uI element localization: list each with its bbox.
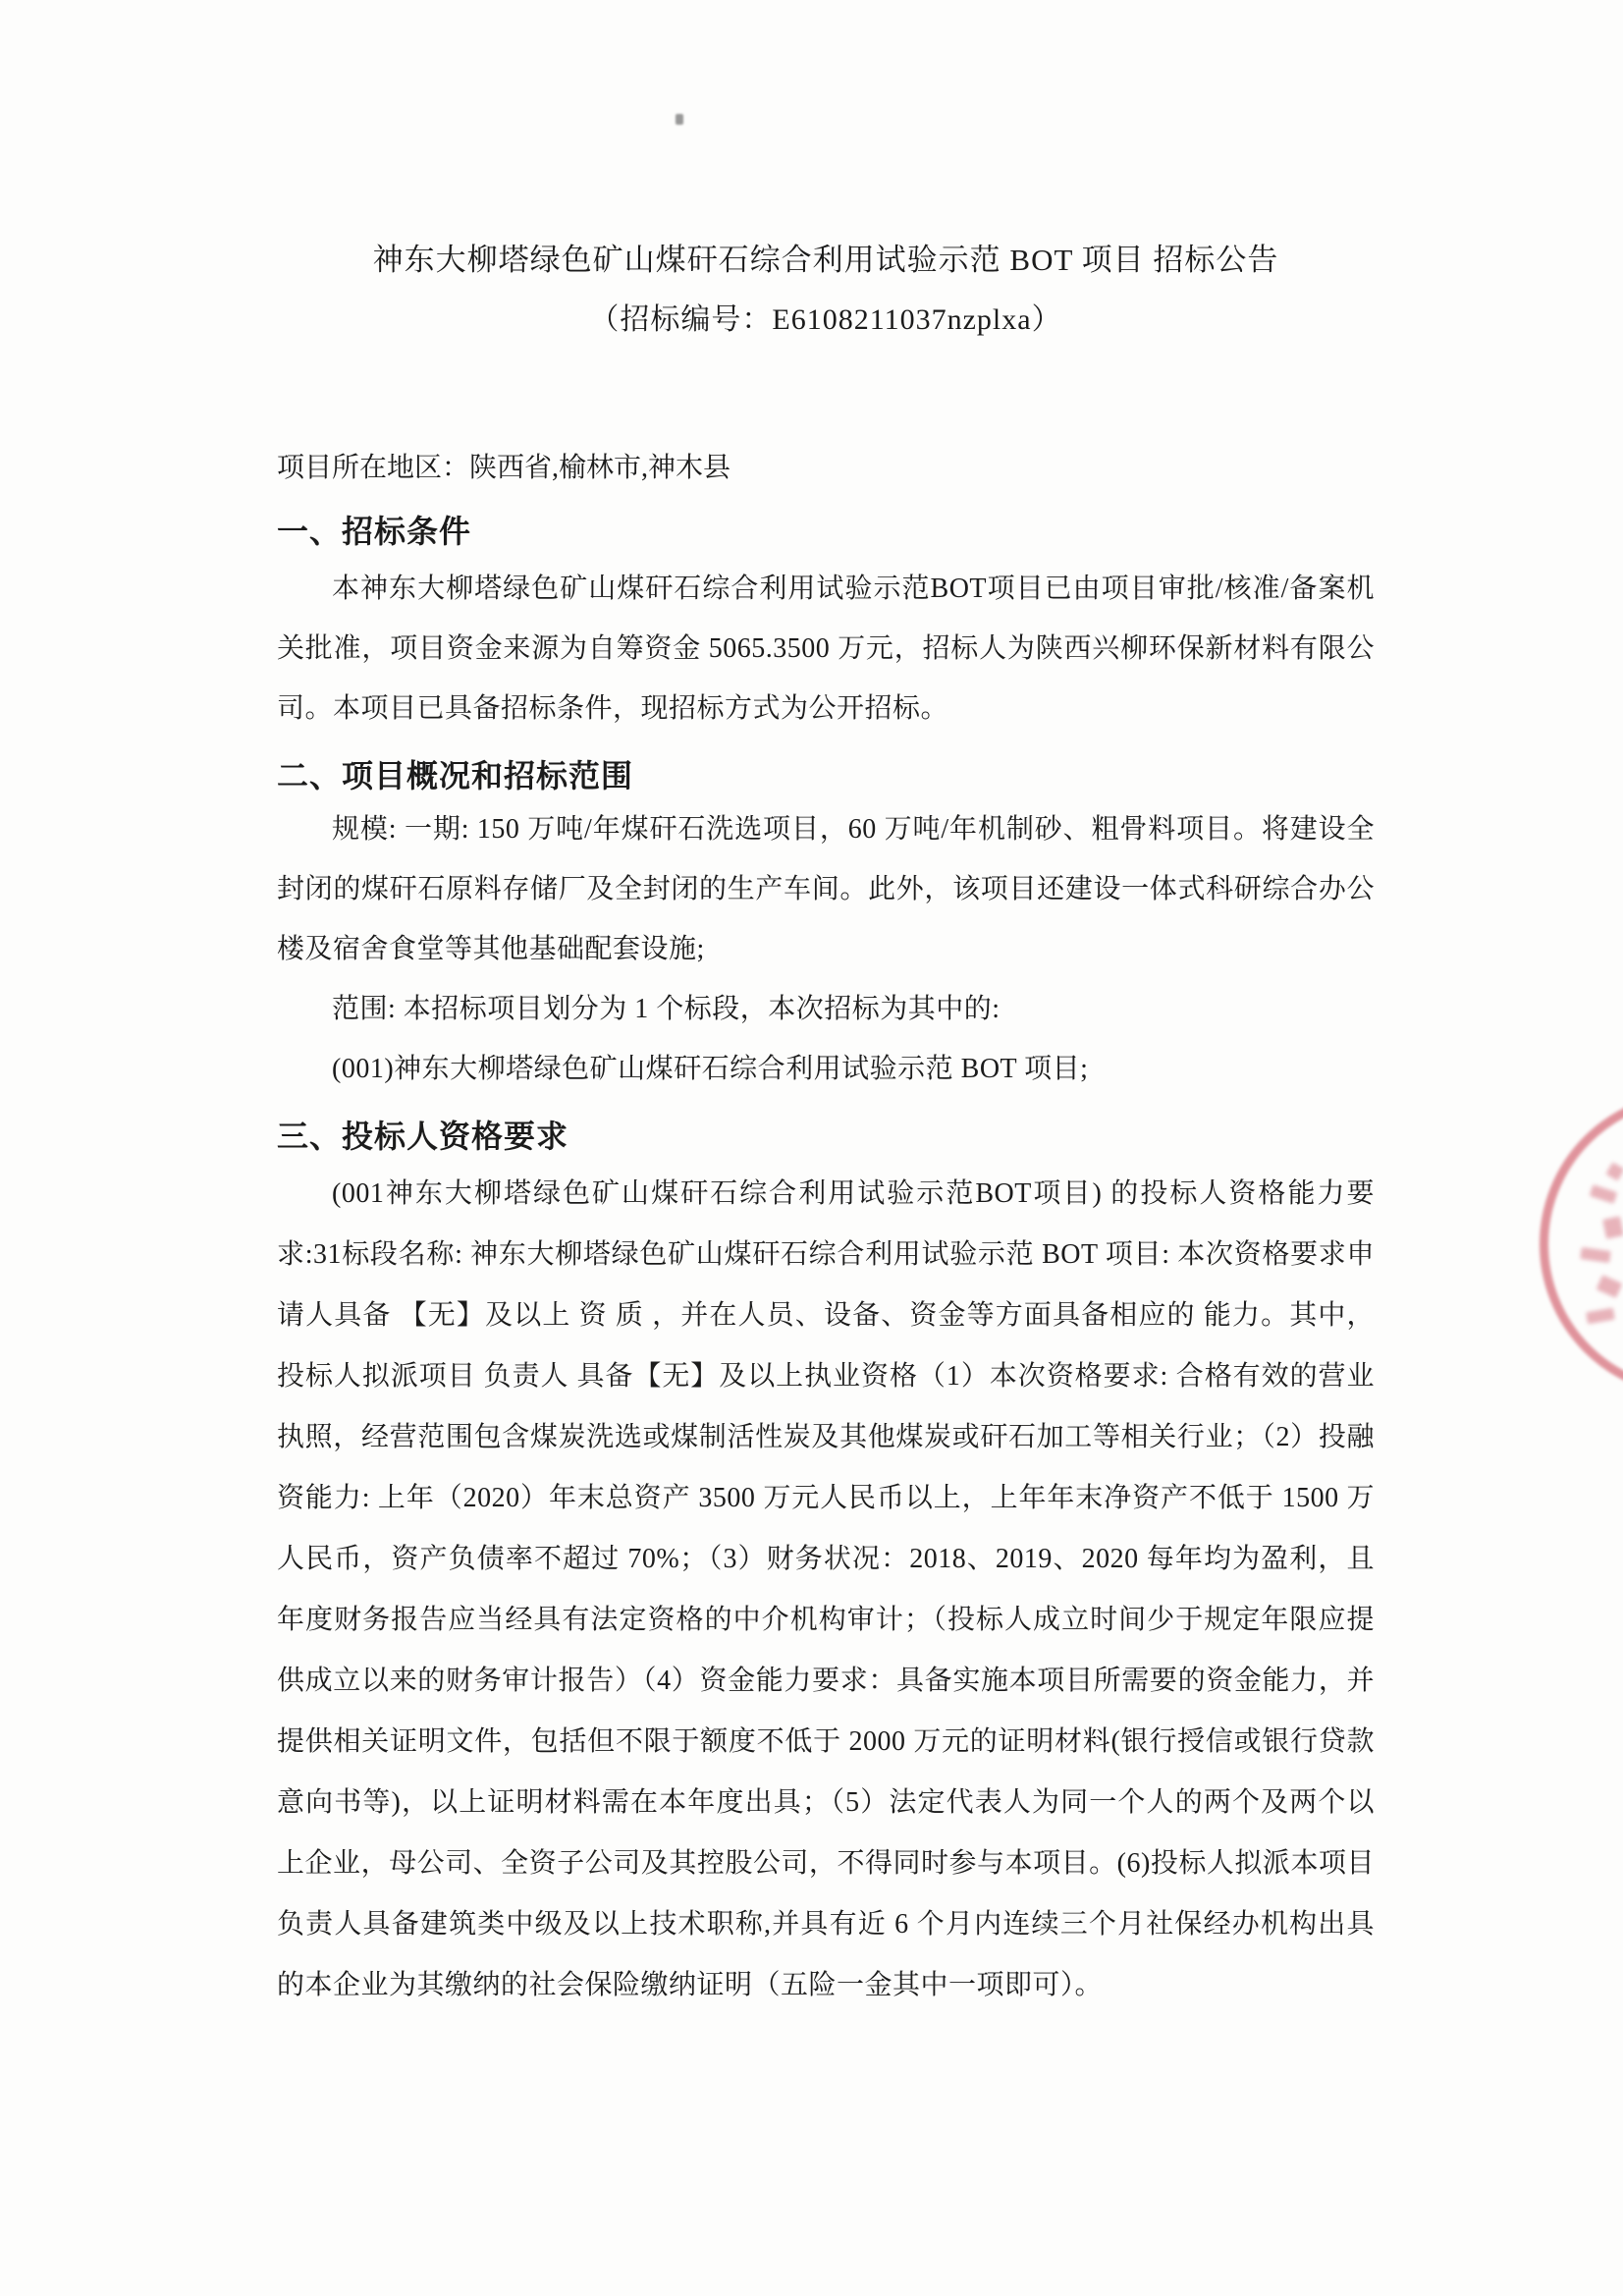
red-seal-stamp <box>1540 1092 1623 1396</box>
red-seal-glyph-mark <box>1590 1184 1617 1203</box>
red-seal-glyph-mark <box>1596 1275 1623 1298</box>
section-2-paragraph-scope: 范围: 本招标项目划分为 1 个标段，本次招标为其中的: <box>332 994 1001 1024</box>
section-2-heading: 二、项目概况和招标范围 <box>277 758 634 793</box>
section-3-paragraph-requirements: (001神东大柳塔绿色矿山煤矸石综合利用试验示范BOT项目) 的投标人资格能力要求:31标段名称: 神东大柳塔绿色矿山煤矸石综合利用试验示范 BOT 项目: 本次资格要求申请人具备 【无】及以上 资 质 ，并在人员、设备、资金等方面具备相应的 能力。其中，投标人拟派项目 负责人 具备【无】及以上执业资格（1）本次资格要求: 合格有效的营业执照，经营范围包含煤炭洗选或煤制活性炭及其他煤炭或矸石加工等相关行业；（2）投融资能力: 上年（2020）年末总资产 3500 万元人民币以上，上年年末净资产不低于 1500 万人民币，资产负债率不超过 70%；（3）财务状况：2018、2019、2020 每年均为盈利，且年度财务报告应当经具有法定资格的中介机构审计；（投标人成立时间少于规定年限应提供成立以来的财务审计报告）（4）资金能力要求：具备实施本项目所需要的资金能力，并提供相关证明文件，包括但不限于额度不低于 2000 万元的证明材料(银行授信或银行贷款意向书等)，以上证明材料需在本年度出具；（5）法定代表人为同一个人的两个及两个以上企业，母公司、全资子公司及其控股公司，不得同时参与本项目。(6)投标人拟派本项目负责人具备建筑类中级及以上技术职称,并具有近 6 个月内连续三个月社保经办机构出具的本企业为其缴纳的社会保险缴纳证明（五险一金其中一项即可）。 <box>277 1178 1375 2000</box>
document-title: 神东大柳塔绿色矿山煤矸石综合利用试验示范 BOT 项目 招标公告 <box>372 243 1279 277</box>
red-seal-ring <box>1540 1092 1623 1396</box>
section-1-paragraph: 本神东大柳塔绿色矿山煤矸石综合利用试验示范BOT项目已由项目审批/核准/备案机关批准，项目资金来源为自筹资金 5065.3500 万元，招标人为陕西兴柳环保新材料有限公司。本项目已具备招标条件，现招标方式为公开招标。 <box>277 574 1375 724</box>
red-seal-glyph-mark <box>1605 1162 1623 1180</box>
section-2-paragraph-lot: (001)神东大柳塔绿色矿山煤矸石综合利用试验示范 BOT 项目; <box>332 1054 1089 1084</box>
red-seal-glyph-mark <box>1580 1247 1610 1263</box>
project-location-line: 项目所在地区：陕西省,榆林市,神木县 <box>277 453 731 483</box>
red-seal-glyph-mark <box>1602 1216 1623 1238</box>
red-seal-glyph-mark <box>1586 1308 1615 1325</box>
section-1-heading: 一、招标条件 <box>277 514 472 549</box>
section-3-heading: 三、投标人资格要求 <box>277 1119 569 1154</box>
document-content <box>277 0 1375 2016</box>
section-2-paragraph-scale: 规模: 一期: 150 万吨/年煤矸石洗选项目，60 万吨/年机制砂、粗骨料项目。将建设全封闭的煤矸石原料存储厂及全封闭的生产车间。此外，该项目还建设一体式科研综合办公楼及宿舍食堂等其他基础配套设施; <box>277 814 1375 964</box>
tender-number-line: （招标编号：E6108211037nzplxa） <box>589 303 1062 336</box>
